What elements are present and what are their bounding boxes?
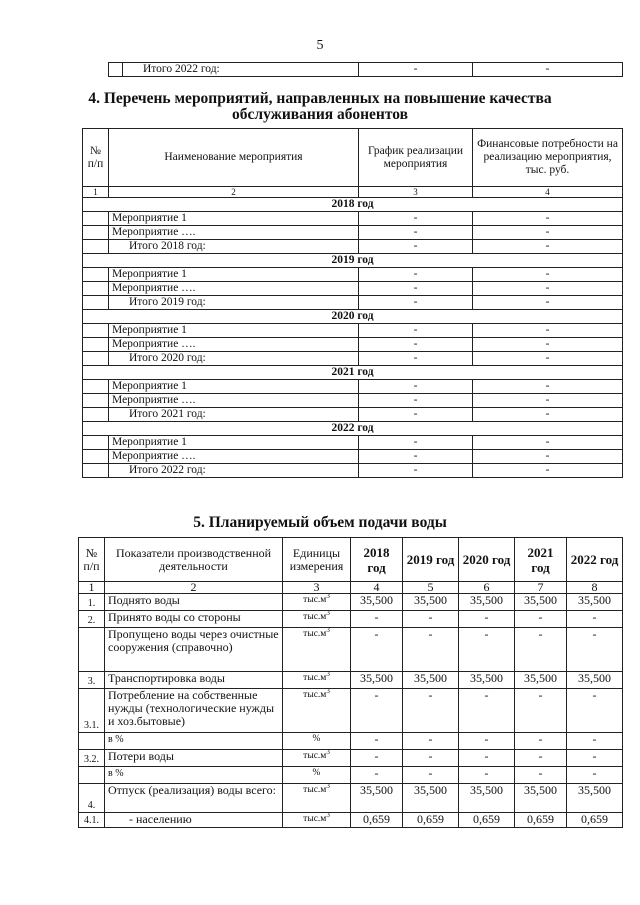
header-unit: Единицы измерения: [283, 538, 351, 582]
unit-label: тыс.м: [303, 690, 327, 700]
colnum: 1: [79, 582, 105, 594]
measure-finance: -: [473, 408, 623, 422]
colnum: 2: [109, 187, 359, 198]
value-cell: -: [515, 733, 567, 750]
table-row: [83, 296, 623, 310]
table-row: [83, 212, 623, 226]
value-cell: 0,659: [459, 813, 515, 828]
unit-label: тыс.м: [303, 629, 327, 639]
measure-schedule: -: [359, 408, 473, 422]
table-row: [83, 352, 623, 366]
measures-table: [82, 128, 623, 478]
row-number: [79, 628, 105, 672]
value-cell: -: [515, 611, 567, 628]
row-number: 3.2.: [79, 750, 105, 767]
unit-label: тыс.м: [303, 673, 327, 683]
colnum: 4: [351, 582, 403, 594]
table-row: [79, 767, 623, 784]
colnum: 5: [403, 582, 459, 594]
unit-label: %: [312, 734, 321, 744]
total-finance: -: [473, 63, 623, 77]
header-num: № п/п: [83, 129, 109, 187]
value-cell: 35,500: [459, 594, 515, 611]
value-cell: -: [403, 750, 459, 767]
unit-label: тыс.м: [303, 785, 327, 795]
value-cell: 0,659: [351, 813, 403, 828]
value-cell: -: [403, 628, 459, 672]
measure-finance: -: [473, 352, 623, 366]
value-cell: -: [351, 733, 403, 750]
unit-label: %: [312, 768, 321, 778]
year-heading: 2020 год: [83, 310, 623, 324]
row-number: 2.: [79, 611, 105, 628]
value-cell: -: [459, 767, 515, 784]
continuation-table: [108, 62, 623, 77]
table-row: [79, 594, 623, 611]
measure-finance: -: [473, 268, 623, 282]
measure-name: Мероприятие ….: [109, 450, 359, 464]
section5-title: 5. Планируемый объем подачи воды: [193, 514, 447, 531]
value-cell: 0,659: [567, 813, 623, 828]
unit-superscript: 3: [326, 627, 330, 634]
year-row: [83, 422, 623, 436]
unit-label: тыс.м: [303, 814, 327, 824]
indicator-name: - населению: [105, 813, 283, 828]
indicator-name: Транспортировка воды: [105, 672, 283, 689]
row-number: 1.: [79, 594, 105, 611]
section4-title-line2: обслуживания абонентов: [232, 106, 408, 123]
year-row: [83, 310, 623, 324]
header-schedule: График реализации мероприятия: [359, 129, 473, 187]
value-cell: 35,500: [351, 594, 403, 611]
value-cell: -: [567, 611, 623, 628]
header-finance: Финансовые потребности на реализацию мероприятия, тыс. руб.: [473, 129, 623, 187]
unit-cell: [283, 594, 351, 611]
value-cell: -: [567, 689, 623, 733]
table-row: [83, 450, 623, 464]
unit-cell: [283, 750, 351, 767]
value-cell: 35,500: [403, 784, 459, 813]
row-number: [79, 767, 105, 784]
measure-finance: -: [473, 296, 623, 310]
unit-superscript: 3: [326, 812, 330, 819]
value-cell: -: [459, 733, 515, 750]
row-number: [79, 733, 105, 750]
table-row: [79, 611, 623, 628]
unit-label: тыс.м: [303, 612, 327, 622]
unit-label: тыс.м: [303, 751, 327, 761]
measure-name: Мероприятие 1: [109, 436, 359, 450]
measure-name: Мероприятие 1: [109, 380, 359, 394]
table-row: [83, 338, 623, 352]
value-cell: -: [351, 611, 403, 628]
value-cell: -: [351, 750, 403, 767]
measure-schedule: -: [359, 450, 473, 464]
table-row: [83, 240, 623, 254]
table-row: [83, 324, 623, 338]
measure-finance: -: [473, 394, 623, 408]
header-indicator: Показатели производственной деятельности: [105, 538, 283, 582]
value-cell: -: [403, 611, 459, 628]
measure-schedule: -: [359, 240, 473, 254]
colnum: 4: [473, 187, 623, 198]
header-year: 2021 год: [515, 538, 567, 582]
value-cell: -: [567, 733, 623, 750]
section4-title-line1: 4. Перечень мероприятий, направленных на повышение качества: [88, 90, 552, 107]
unit-cell: [283, 611, 351, 628]
measure-finance: -: [473, 436, 623, 450]
indicator-name: Потери воды: [105, 750, 283, 767]
unit-cell: [283, 733, 351, 750]
total-schedule: -: [359, 63, 473, 77]
measure-schedule: -: [359, 380, 473, 394]
measure-schedule: -: [359, 394, 473, 408]
measure-finance: -: [473, 450, 623, 464]
table-row: [83, 380, 623, 394]
value-cell: -: [515, 689, 567, 733]
measure-finance: -: [473, 240, 623, 254]
year-heading: 2021 год: [83, 366, 623, 380]
table-row: [79, 750, 623, 767]
value-cell: -: [403, 689, 459, 733]
indicator-name: Отпуск (реализация) воды всего:: [105, 784, 283, 813]
colnum: 1: [83, 187, 109, 198]
table-row: [79, 689, 623, 733]
measure-name: Итого 2019 год:: [109, 296, 359, 310]
colnum: 3: [359, 187, 473, 198]
value-cell: 0,659: [403, 813, 459, 828]
colnum: 6: [459, 582, 515, 594]
year-heading: 2022 год: [83, 422, 623, 436]
row-number: 4.: [79, 784, 105, 813]
header-year: 2019 год: [403, 538, 459, 582]
measure-finance: -: [473, 226, 623, 240]
colnum: 3: [283, 582, 351, 594]
value-cell: -: [567, 767, 623, 784]
table-row: [83, 408, 623, 422]
measure-finance: -: [473, 464, 623, 478]
value-cell: 35,500: [515, 784, 567, 813]
row-number: 3.1.: [79, 689, 105, 733]
value-cell: -: [459, 628, 515, 672]
indicator-name: Принято воды со стороны: [105, 611, 283, 628]
table-row: [79, 672, 623, 689]
measure-name: Мероприятие ….: [109, 394, 359, 408]
measure-name: Мероприятие 1: [109, 212, 359, 226]
header-year: 2018 год: [351, 538, 403, 582]
water-supply-table: [78, 537, 623, 828]
header-name: Наименование мероприятия: [109, 129, 359, 187]
value-cell: 35,500: [351, 672, 403, 689]
measure-finance: -: [473, 324, 623, 338]
table-row: [79, 784, 623, 813]
header-num: № п/п: [79, 538, 105, 582]
indicator-name: Потребление на собственные нужды (технологические нужды и хоз.бытовые): [105, 689, 283, 733]
table-row: [83, 268, 623, 282]
table-row: [83, 464, 623, 478]
unit-cell: [283, 784, 351, 813]
measure-name: Мероприятие 1: [109, 324, 359, 338]
colnum: 8: [567, 582, 623, 594]
unit-cell: [283, 672, 351, 689]
measure-schedule: -: [359, 464, 473, 478]
measure-schedule: -: [359, 212, 473, 226]
year-row: [83, 366, 623, 380]
colnum: 7: [515, 582, 567, 594]
measure-name: Мероприятие 1: [109, 268, 359, 282]
value-cell: -: [403, 733, 459, 750]
value-cell: 35,500: [403, 672, 459, 689]
value-cell: -: [515, 750, 567, 767]
table-row: [79, 733, 623, 750]
page-number: 5: [316, 38, 324, 53]
year-row: [83, 254, 623, 268]
year-row: [83, 198, 623, 212]
value-cell: -: [459, 611, 515, 628]
value-cell: 35,500: [515, 672, 567, 689]
unit-superscript: 3: [326, 749, 330, 756]
unit-superscript: 3: [326, 688, 330, 695]
measure-schedule: -: [359, 324, 473, 338]
value-cell: 35,500: [459, 784, 515, 813]
value-cell: -: [459, 750, 515, 767]
table-row: [83, 394, 623, 408]
measure-schedule: -: [359, 226, 473, 240]
measure-schedule: -: [359, 352, 473, 366]
indicator-name: Поднято воды: [105, 594, 283, 611]
value-cell: -: [459, 689, 515, 733]
measure-name: Итого 2020 год:: [109, 352, 359, 366]
value-cell: 35,500: [515, 594, 567, 611]
unit-superscript: 3: [326, 593, 330, 600]
value-cell: -: [351, 689, 403, 733]
header-year: 2022 год: [567, 538, 623, 582]
unit-superscript: 3: [326, 610, 330, 617]
value-cell: 35,500: [567, 784, 623, 813]
table-row: [83, 226, 623, 240]
value-cell: 35,500: [351, 784, 403, 813]
value-cell: -: [403, 767, 459, 784]
unit-superscript: 3: [326, 783, 330, 790]
value-cell: -: [351, 767, 403, 784]
measure-name: Мероприятие ….: [109, 282, 359, 296]
table-row: [83, 282, 623, 296]
total-label: Итого 2022 год:: [123, 63, 359, 77]
value-cell: -: [515, 767, 567, 784]
value-cell: 35,500: [459, 672, 515, 689]
value-cell: -: [351, 628, 403, 672]
value-cell: 35,500: [567, 672, 623, 689]
value-cell: -: [567, 750, 623, 767]
value-cell: 35,500: [403, 594, 459, 611]
unit-label: тыс.м: [303, 595, 327, 605]
unit-superscript: 3: [326, 671, 330, 678]
indicator-name: Пропущено воды через очистные сооружения (справочно): [105, 628, 283, 672]
measure-schedule: -: [359, 338, 473, 352]
measure-finance: -: [473, 380, 623, 394]
row-number: 4.1.: [79, 813, 105, 828]
row-number: 3.: [79, 672, 105, 689]
measure-schedule: -: [359, 268, 473, 282]
value-cell: -: [567, 628, 623, 672]
indicator-name: в %: [105, 767, 283, 784]
measure-name: Мероприятие ….: [109, 226, 359, 240]
year-heading: 2018 год: [83, 198, 623, 212]
value-cell: 0,659: [515, 813, 567, 828]
header-year: 2020 год: [459, 538, 515, 582]
measure-finance: -: [473, 212, 623, 226]
measure-schedule: -: [359, 296, 473, 310]
table-row: [83, 436, 623, 450]
measure-finance: -: [473, 338, 623, 352]
measure-name: Мероприятие ….: [109, 338, 359, 352]
measure-schedule: -: [359, 282, 473, 296]
unit-cell: [283, 689, 351, 733]
unit-cell: [283, 813, 351, 828]
year-heading: 2019 год: [83, 254, 623, 268]
unit-cell: [283, 767, 351, 784]
measure-finance: -: [473, 282, 623, 296]
table-row: [79, 813, 623, 828]
value-cell: 35,500: [567, 594, 623, 611]
measure-schedule: -: [359, 436, 473, 450]
value-cell: -: [515, 628, 567, 672]
measure-name: Итого 2022 год:: [109, 464, 359, 478]
table-row: [79, 628, 623, 672]
unit-cell: [283, 628, 351, 672]
measure-name: Итого 2021 год:: [109, 408, 359, 422]
colnum: 2: [105, 582, 283, 594]
indicator-name: в %: [105, 733, 283, 750]
measure-name: Итого 2018 год:: [109, 240, 359, 254]
